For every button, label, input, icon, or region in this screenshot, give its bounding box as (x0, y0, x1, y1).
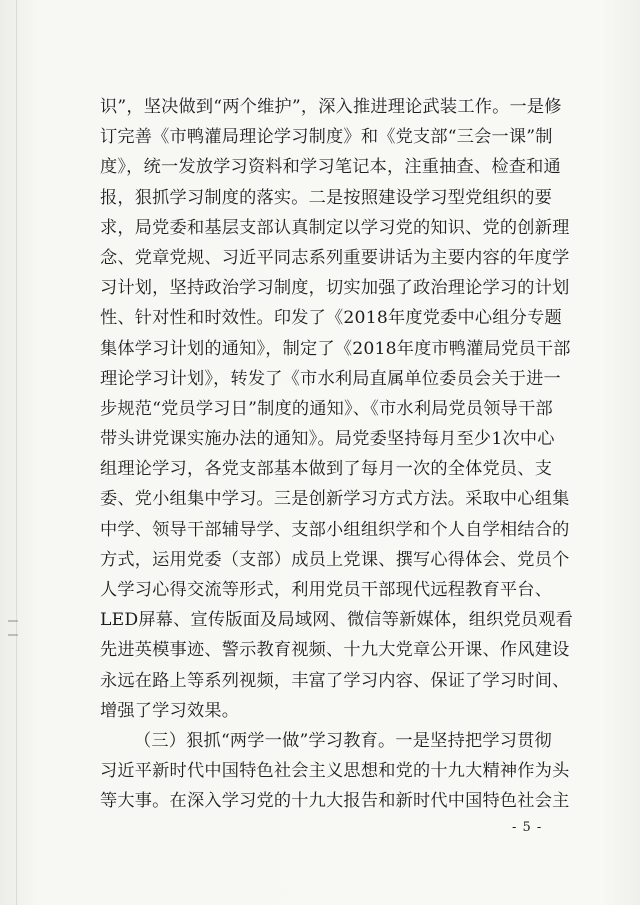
text-line: 步规范“党员学习日”制度的通知》、《市水利局党员领导干部 (100, 398, 553, 419)
text-line: 永远在路上等系列视频，丰富了学习内容、保证了学习时间、 (100, 670, 570, 691)
binding-mark (8, 620, 18, 622)
text-line: 委、党小组集中学习。三是创新学习方式方法。采取中心组集 (100, 489, 570, 510)
text-line: 度》，统一发放学习资料和学习笔记本，注重抽查、检查和通 (100, 157, 561, 178)
text-line: 念、党章党规、习近平同志系列重要讲话为主要内容的年度学 (100, 247, 570, 268)
text-line: 中学、领导干部辅导学、支部小组组织学和个人自学相结合的 (100, 519, 570, 540)
text-line: 带头讲党课实施办法的通知》。局党委坚持每月至少1次中心 (100, 429, 555, 450)
text-line: 组理论学习，各党支部基本做到了每月一次的全体党员、支 (100, 459, 553, 480)
text-line: 方式，运用党委（支部）成员上党课、撰写心得体会、党员个 (100, 549, 570, 570)
text-line: 识”，坚决做到“两个维护”，深入推进理论武装工作。一是修 (100, 97, 562, 117)
text-line: 人学习心得交流等形式，利用党员干部现代远程教育平台、 (100, 580, 553, 600)
text-line: 增强了学习效果。 (100, 700, 240, 721)
text-line: 理论学习计划》，转发了《市水利局直属单位委员会关于进一 (100, 368, 561, 389)
text-line: 求，局党委和基层支部认真制定以学习党的知识、党的创新理 (100, 217, 570, 238)
text-line: LED屏幕、宣传版面及局域网、微信等新媒体，组织党员观看 (100, 610, 574, 631)
text-line: 先进英模事迹、警示教育视频、十九大党章公开课、作风建设 (100, 640, 570, 661)
text-line: 性、针对性和时效性。印发了《2018年度党委中心组分专题 (100, 308, 562, 329)
text-line: 集体学习计划的通知》，制定了《2018年度市鸭灌局党员干部 (100, 338, 571, 359)
text-line: 习计划，坚持政治学习制度，切实加强了政治理论学习的计划 (100, 278, 570, 299)
page-edge-shadow (16, 0, 17, 905)
text-line: 等大事。在深入学习党的十九大报告和新时代中国特色社会主 (100, 791, 570, 812)
text-line: 习近平新时代中国特色社会主义思想和党的十九大精神作为头 (100, 761, 570, 782)
body-text (100, 92, 574, 817)
page-number: - 5 - (512, 820, 543, 835)
text-line: 订完善《市鸭灌局理论学习制度》和《党支部“三会一课”制 (100, 127, 553, 148)
section-heading-line: （三）狠抓“两学一做”学习教育。一是坚持把学习贯彻 (134, 730, 552, 751)
binding-mark (8, 634, 18, 636)
text-line: 报，狠抓学习制度的落实。二是按照建设学习型党组织的要 (100, 187, 553, 208)
